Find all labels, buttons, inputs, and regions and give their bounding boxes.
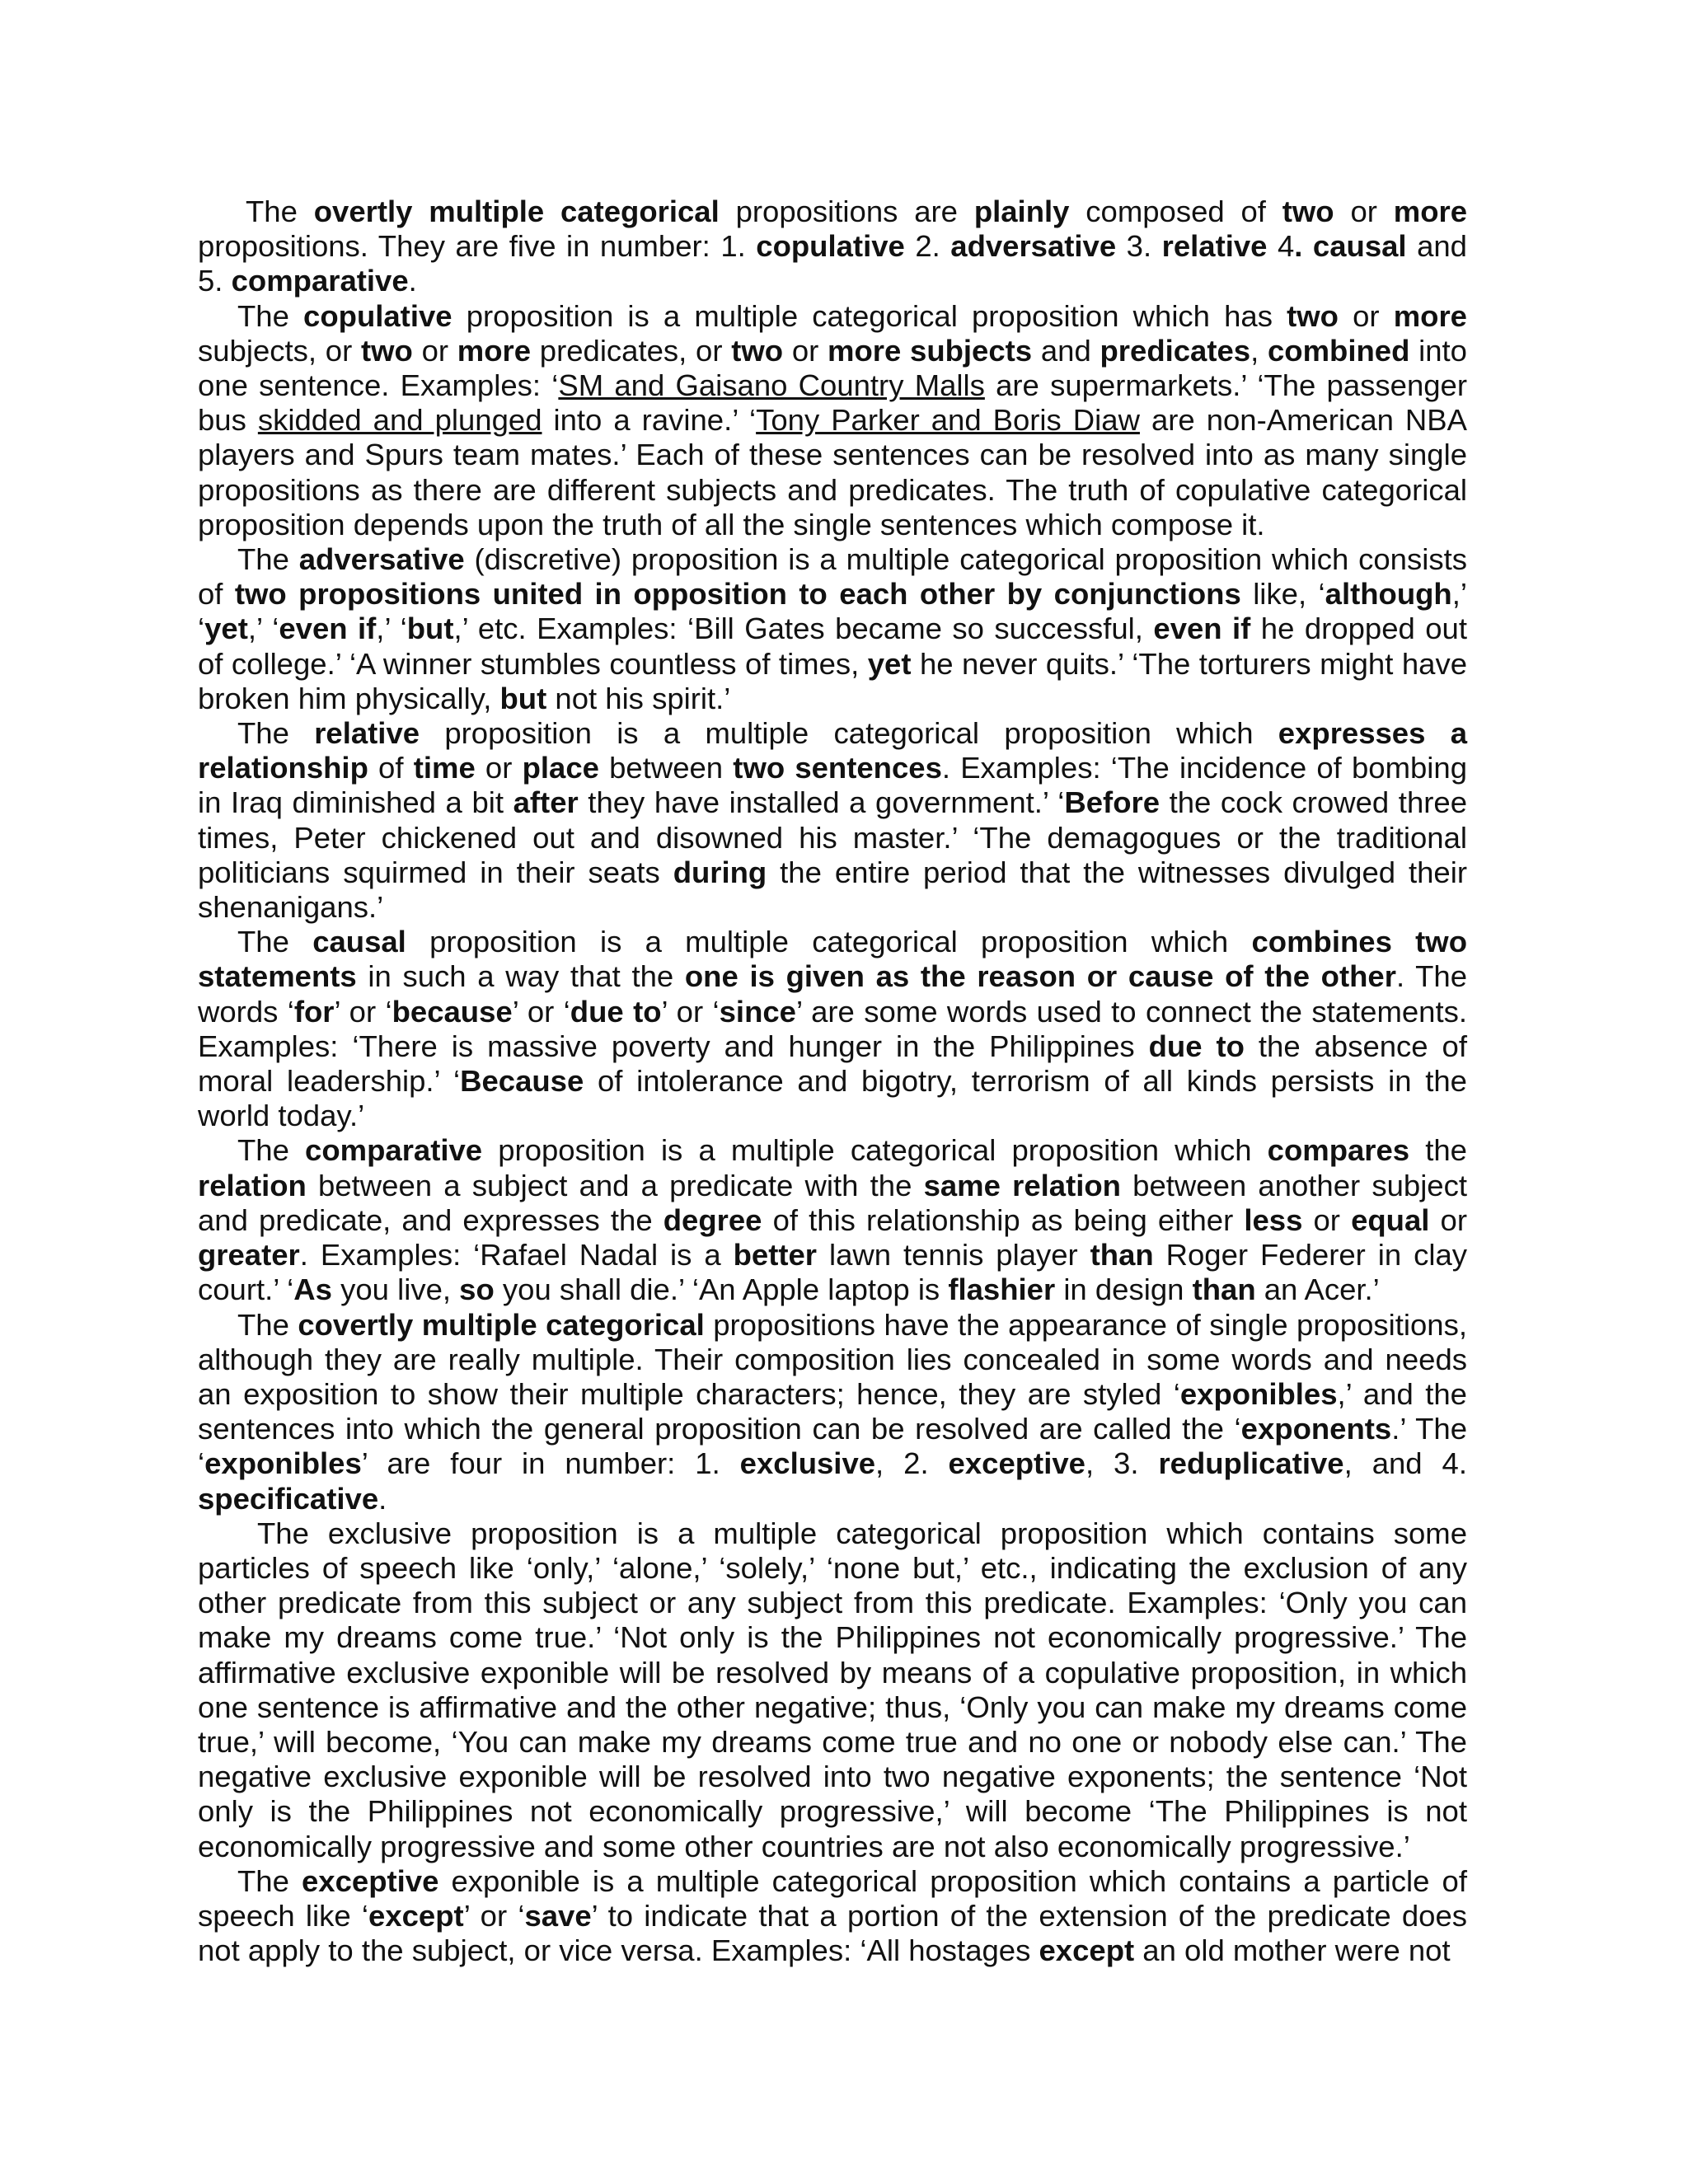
bold-term: due to xyxy=(570,994,662,1029)
bold-term: so xyxy=(459,1272,495,1307)
text-run: Roger Federer in clay court.’ ‘ xyxy=(198,1238,1467,1307)
bold-term: same relation xyxy=(923,1168,1121,1202)
bold-term: exponents xyxy=(1240,1412,1392,1446)
text-run: in design xyxy=(1055,1272,1193,1307)
bold-term: adversative xyxy=(950,229,1117,264)
underlined-phrase: skidded and plunged xyxy=(257,403,542,438)
bold-term: save xyxy=(524,1898,592,1933)
text-run: propositions have the appearance of single propositions, although they are really multiple. Their composition lies concealed in some words and needs an exposition to show their multiple characters; hence, they are styled ‘ xyxy=(198,1307,1467,1411)
bold-term: greater xyxy=(198,1238,300,1272)
text-run: an old mother were not xyxy=(1134,1933,1451,1968)
bold-term: flashier xyxy=(948,1272,1056,1307)
bold-term: yet xyxy=(204,612,248,646)
text-run: 4 xyxy=(1267,229,1295,264)
bold-term: combines two statements xyxy=(198,925,1467,994)
text-run: propositions. They are five in number: 1. xyxy=(198,229,757,264)
bold-term: better xyxy=(733,1238,818,1272)
text-run: of xyxy=(368,751,414,785)
text-run: proposition is a multiple categorical proposition which has xyxy=(452,298,1287,333)
text-run: , 3. xyxy=(1085,1446,1159,1481)
text-run: he dropped out of college.’ ‘A winner stumbles countless of times, xyxy=(198,612,1467,681)
text-run: they have installed a government.’ ‘ xyxy=(578,785,1065,820)
bold-term: copulative xyxy=(303,298,452,333)
text-run: 3. xyxy=(1116,229,1162,264)
bold-term: exceptive xyxy=(948,1446,1085,1481)
text-run: and 5. xyxy=(198,229,1467,298)
bold-term: two propositions united in opposition to each other by conjunctions xyxy=(234,577,1241,612)
text-run: . xyxy=(408,264,417,298)
bold-term: than xyxy=(1090,1238,1154,1272)
text-run: propositions are xyxy=(719,194,974,228)
bold-term: except xyxy=(368,1898,464,1933)
bold-term: compares xyxy=(1267,1133,1410,1168)
text-run: you shall die.’ ‘An Apple laptop is xyxy=(494,1272,949,1307)
underlined-phrase: Tony Parker and Boris Diaw xyxy=(756,403,1140,438)
text-run: The xyxy=(246,194,314,228)
text-run: .’ The ‘ xyxy=(198,1412,1467,1481)
bold-term: two xyxy=(1282,194,1334,228)
bold-term: copulative xyxy=(756,229,905,264)
text-run: like, ‘ xyxy=(1240,577,1325,612)
paragraph-copulative xyxy=(198,299,1467,542)
text-run: the cock crowed three times, Peter chickened out and disowned his master.’ ‘The demagogues or the traditional politicians squirmed in their seats xyxy=(198,785,1468,889)
bold-term: except xyxy=(1039,1933,1135,1968)
bold-term: since xyxy=(719,994,796,1029)
text-run: . xyxy=(378,1481,387,1516)
bold-term: exceptive xyxy=(302,1863,439,1898)
bold-term: more xyxy=(1393,194,1467,228)
text-run: The xyxy=(237,716,315,751)
text-run: ,’ ‘ xyxy=(198,577,1467,646)
paragraph-covertly xyxy=(198,1308,1467,1516)
bold-term: expresses a relationship xyxy=(198,716,1467,785)
text-run: into a ravine.’ ‘ xyxy=(542,403,757,438)
bold-term: than xyxy=(1192,1272,1256,1307)
text-run: the absence of moral leadership.’ ‘ xyxy=(198,1029,1467,1099)
text-run: proposition is a multiple categorical proposition which xyxy=(482,1133,1268,1168)
text-run: , xyxy=(1250,333,1268,368)
bold-term: but xyxy=(499,681,547,715)
bold-term: more subjects xyxy=(828,333,1033,368)
paragraph-exclusive xyxy=(198,1516,1467,1864)
bold-term: Because xyxy=(460,1064,584,1099)
bold-term: relative xyxy=(314,716,420,751)
bold-term: adversative xyxy=(298,542,465,577)
text-run: , 2. xyxy=(875,1446,949,1481)
text-run: ,’ etc. Examples: ‘Bill Gates became so successful, xyxy=(453,612,1154,646)
bold-term: causal xyxy=(312,925,406,959)
paragraph-comparative xyxy=(198,1133,1467,1307)
text-run: ’ to indicate that a portion of the extension of the predicate does not apply to the subject, or vice versa. Examples: ‘All hostages xyxy=(198,1898,1468,1968)
underlined-phrase: SM and Gaisano Country Malls xyxy=(558,368,985,403)
text-run: predicates, or xyxy=(531,333,732,368)
bold-term: . causal xyxy=(1294,229,1407,264)
bold-term: yet xyxy=(867,646,912,681)
bold-term: because xyxy=(392,994,513,1029)
bold-term: less xyxy=(1244,1202,1303,1237)
bold-term: two xyxy=(731,333,784,368)
text-run: , and 4. xyxy=(1343,1446,1467,1481)
paragraph-adversative xyxy=(198,542,1467,716)
text-run: 2. xyxy=(904,229,951,264)
bold-term: more xyxy=(1393,298,1467,333)
bold-term: one is given as the reason or cause of the other xyxy=(684,959,1396,994)
bold-term: after xyxy=(513,785,579,820)
bold-term: even if xyxy=(279,612,377,646)
bold-term: for xyxy=(293,994,335,1029)
bold-term: due to xyxy=(1148,1029,1245,1063)
text-run: ’ or ‘ xyxy=(463,1898,525,1933)
bold-term: exponibles xyxy=(1179,1376,1338,1411)
bold-term: degree xyxy=(663,1202,762,1237)
text-run: or xyxy=(475,751,523,785)
text-run: of intolerance and bigotry, terrorism of all kinds persists in the world today.’ xyxy=(198,1064,1467,1133)
text-run: the entire period that the witnesses divulged their shenanigans.’ xyxy=(198,855,1467,925)
bold-term: two xyxy=(1287,298,1339,333)
paragraph-exceptive xyxy=(198,1864,1467,1969)
text-run: The xyxy=(237,1133,306,1168)
bold-term: although xyxy=(1325,577,1452,612)
text-run: or xyxy=(1429,1202,1467,1237)
bold-term: relation xyxy=(198,1168,307,1202)
text-run: . Examples: ‘The incidence of bombing in Iraq diminished a bit xyxy=(198,751,1467,820)
bold-term: place xyxy=(522,751,599,785)
bold-term: covertly multiple categorical xyxy=(298,1307,705,1342)
text-run: or xyxy=(412,333,457,368)
text-run: The xyxy=(237,542,299,577)
bold-term: comparative xyxy=(305,1133,483,1168)
text-run: ,’ ‘ xyxy=(376,612,407,646)
text-run: between another subject and predicate, and expresses the xyxy=(198,1168,1468,1237)
text-run: The exclusive proposition is a multiple categorical proposition which contains some particles of speech like ‘only,’ ‘alone,’ ‘solely,’ ‘none but,’ etc., indicating the exclusion of any other predicate from this subject or any subject from this predicate. Examples: ‘Only you can make my dreams come true.’ ‘Not only is the Philippines not economically progressive.’ The affirmative exclusive exponible will be resolved by means of a copulative proposition, in which one sentence is affirmative and the other negative; thus, ‘Only you can make my dreams come true,’ will become, ‘You can make my dreams come true and no one or nobody else can.’ The negative exclusive exponible will be resolved into two negative exponents; the sentence ‘Not only is the Philippines not economically progressive,’ will become ‘The Philippines is not economically progressive and some other countries are not also economically progressive.’ xyxy=(198,1516,1467,1863)
text-run: or xyxy=(783,333,828,368)
text-run: subjects, or xyxy=(198,333,361,368)
text-run: the xyxy=(1409,1133,1467,1168)
text-run: The xyxy=(237,298,304,333)
document-page xyxy=(198,194,1467,1968)
text-run: are non-American NBA players and Spurs team mates.’ Each of these sentences can be resolved into as many single propositions as there are different subjects and predicates. The truth of copulative categorical proposition depends upon the truth of all the single sentences which compose it. xyxy=(198,403,1467,541)
bold-term: predicates xyxy=(1100,333,1251,368)
bold-term: plainly xyxy=(973,194,1070,228)
paragraph-relative xyxy=(198,716,1467,925)
text-run: or xyxy=(1338,298,1394,333)
text-run: ’ are four in number: 1. xyxy=(361,1446,740,1481)
text-run: The xyxy=(237,925,313,959)
bold-term: time xyxy=(413,751,476,785)
bold-term: exclusive xyxy=(739,1446,876,1481)
bold-term: two xyxy=(360,333,413,368)
text-run: you live, xyxy=(331,1272,460,1307)
bold-term: but xyxy=(406,612,454,646)
text-run: and xyxy=(1032,333,1100,368)
bold-term: relative xyxy=(1161,229,1268,264)
text-run: an Acer.’ xyxy=(1255,1272,1380,1307)
text-run: proposition is a multiple categorical proposition which xyxy=(420,716,1278,751)
bold-term: two sentences xyxy=(733,751,942,785)
bold-term: combined xyxy=(1268,333,1410,368)
text-run: ’ are some words used to connect the statements. Examples: ‘There is massive poverty and hunger in the Philippines xyxy=(198,994,1467,1063)
text-run: ’ or ‘ xyxy=(512,994,570,1029)
text-run: proposition is a multiple categorical proposition which xyxy=(406,925,1252,959)
bold-term: specificative xyxy=(198,1481,379,1516)
bold-term: overtly multiple categorical xyxy=(313,194,720,228)
bold-term: equal xyxy=(1351,1202,1430,1237)
bold-term: reduplicative xyxy=(1158,1446,1344,1481)
bold-term: comparative xyxy=(231,264,409,298)
text-run: in such a way that the xyxy=(356,959,685,994)
text-run: into one sentence. Examples: ‘ xyxy=(198,333,1467,403)
text-run: ’ or ‘ xyxy=(661,994,720,1029)
text-run: exponible is a multiple categorical proposition which contains a particle of speech like ‘ xyxy=(198,1863,1467,1933)
text-run: of this relationship as being either xyxy=(762,1202,1245,1237)
bold-term: Before xyxy=(1064,785,1160,820)
text-run: ,’ and the sentences into which the general proposition can be resolved are called the ‘ xyxy=(198,1376,1467,1446)
text-run: . Examples: ‘Rafael Nadal is a xyxy=(299,1238,734,1272)
paragraph-causal xyxy=(198,925,1467,1133)
text-run: . The words ‘ xyxy=(198,959,1468,1029)
text-run: lawn tennis player xyxy=(817,1238,1090,1272)
paragraph-intro xyxy=(198,194,1467,299)
bold-term: during xyxy=(673,855,767,889)
text-run: The xyxy=(237,1863,302,1898)
bold-term: As xyxy=(293,1272,332,1307)
text-run: he never quits.’ ‘The torturers might have broken him physically, xyxy=(198,646,1467,715)
text-run: or xyxy=(1302,1202,1352,1237)
bold-term: even if xyxy=(1153,612,1251,646)
text-run: between xyxy=(598,751,734,785)
text-run: are supermarkets.’ ‘The passenger bus xyxy=(198,368,1467,438)
text-run: (discretive) proposition is a multiple categorical proposition which consists of xyxy=(198,542,1467,612)
bold-term: more xyxy=(457,333,532,368)
text-run: between a subject and a predicate with the xyxy=(306,1168,924,1202)
text-run: or xyxy=(1334,194,1394,228)
bold-term: exponibles xyxy=(204,1446,362,1481)
text-run: ’ or ‘ xyxy=(334,994,392,1029)
text-run: The xyxy=(237,1307,298,1342)
text-run: ,’ ‘ xyxy=(247,612,279,646)
text-run: not his spirit.’ xyxy=(546,681,731,715)
text-run: composed of xyxy=(1069,194,1282,228)
